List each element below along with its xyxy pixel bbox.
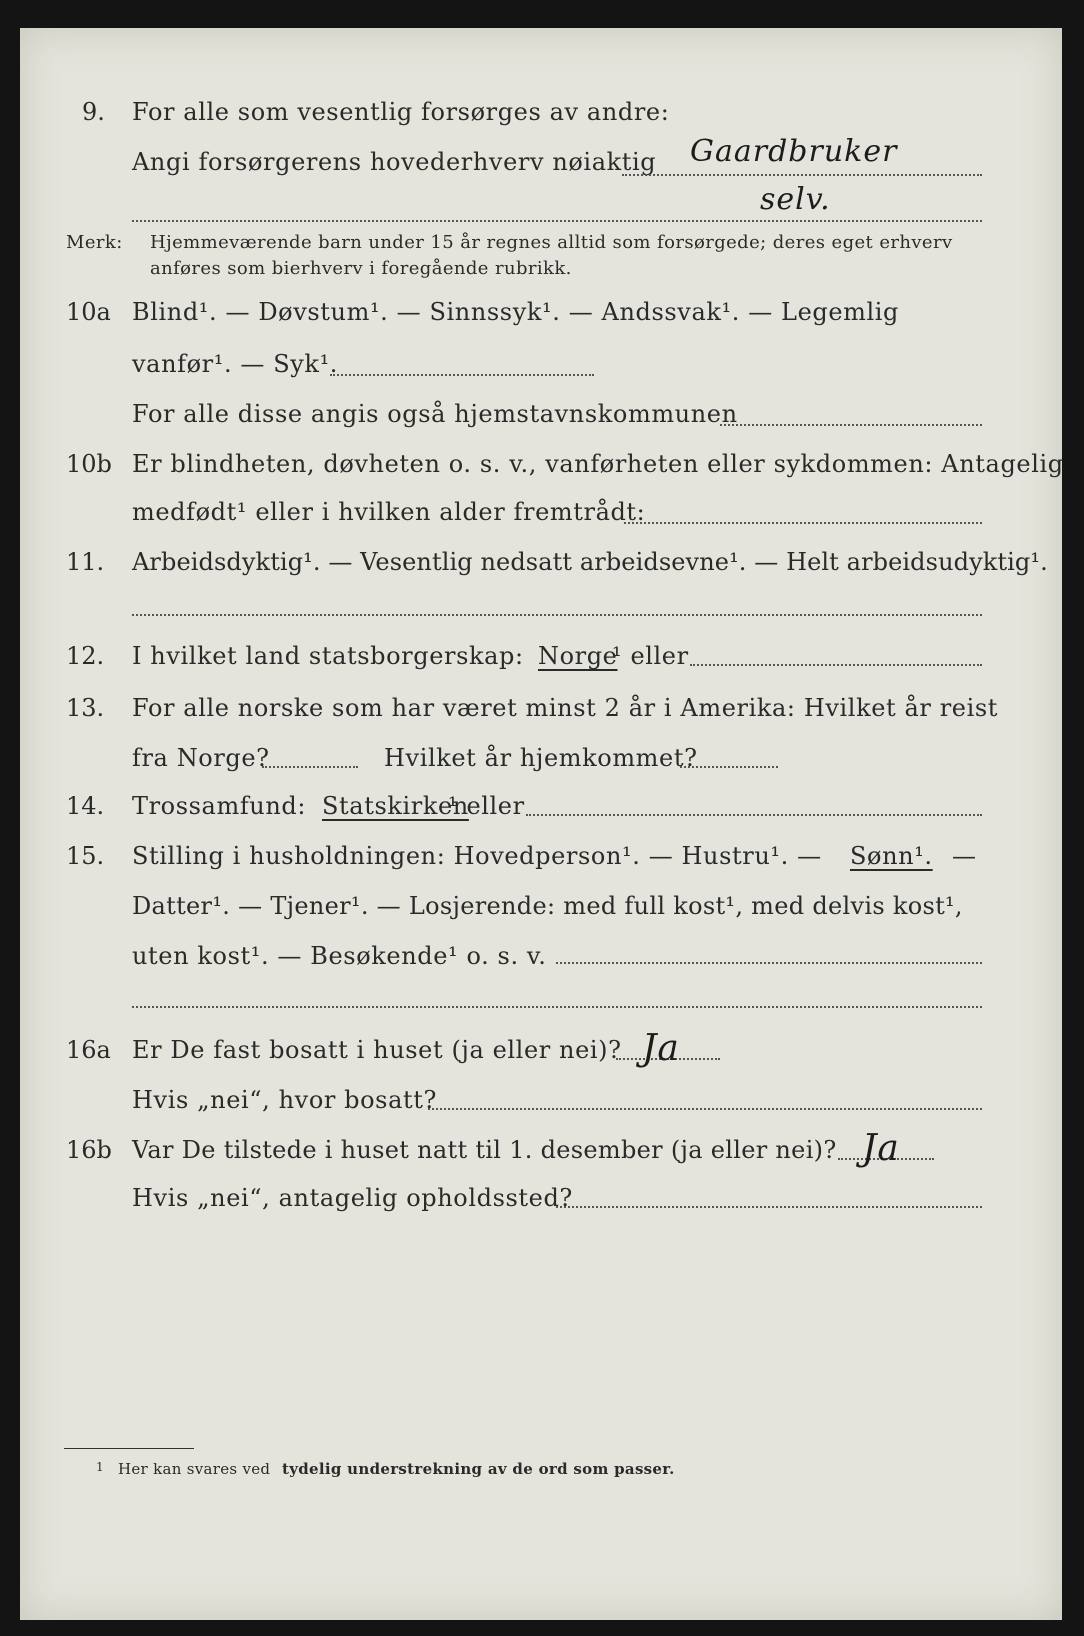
q9-handwritten-selv: selv. bbox=[760, 182, 831, 217]
q16b-line2: Hvis „nei“, antagelig opholdssted? bbox=[132, 1184, 573, 1212]
q14-answer-line bbox=[526, 814, 982, 816]
q12-prefix: I hvilket land statsborgerskap: bbox=[132, 642, 524, 670]
merk-label: Merk: bbox=[66, 232, 123, 253]
q10a-line1: Blind¹. — Døvstum¹. — Sinnssyk¹. — Andssvak¹. — Legemlig bbox=[132, 298, 900, 326]
q10a-number: 10a bbox=[66, 298, 111, 326]
footnote-rule bbox=[64, 1448, 194, 1449]
q10a-line2: vanfør¹. — Syk¹. bbox=[132, 350, 339, 378]
q9-line1: For alle som vesentlig forsørges av andre: bbox=[132, 98, 670, 126]
q10a-syk-line bbox=[330, 374, 594, 376]
q15-sonn-underlined: Sønn¹. bbox=[850, 842, 933, 870]
q9-handwritten-occupation: Gaardbruker bbox=[690, 134, 898, 169]
q16b-line1: Var De tilstede i huset natt til 1. desember (ja eller nei)? bbox=[132, 1136, 837, 1164]
q13-number: 13. bbox=[66, 694, 105, 722]
q11-number: 11. bbox=[66, 548, 105, 576]
q14-statskirken-underlined: Statskirken bbox=[322, 792, 469, 820]
q13-reist-line bbox=[262, 766, 358, 768]
q16b-opholdssted-line bbox=[556, 1206, 982, 1208]
q14-suffix: ¹ eller bbox=[448, 792, 525, 820]
q16a-bosatt-line bbox=[428, 1108, 982, 1110]
q9-number: 9. bbox=[82, 98, 105, 126]
q13-hjemkommet-line bbox=[680, 766, 778, 768]
q11-answer-line bbox=[132, 614, 982, 616]
q15-number: 15. bbox=[66, 842, 105, 870]
q13-reist-label: fra Norge? bbox=[132, 744, 270, 772]
q9-answer-line-2 bbox=[132, 220, 982, 222]
q12-number: 12. bbox=[66, 642, 105, 670]
footnote-plain: Her kan svares ved bbox=[118, 1460, 271, 1478]
q15-answer-line bbox=[556, 962, 982, 964]
q10b-number: 10b bbox=[66, 450, 112, 478]
q10b-answer-line bbox=[624, 522, 982, 524]
q16a-number: 16a bbox=[66, 1036, 111, 1064]
q14-prefix: Trossamfund: bbox=[132, 792, 307, 820]
q14-number: 14. bbox=[66, 792, 105, 820]
q13-line1: For alle norske som har været minst 2 år i Amerika: Hvilket år reist bbox=[132, 694, 999, 722]
q15-line1: Stilling i husholdningen: Hovedperson¹. — Hustru¹. — bbox=[132, 842, 822, 870]
q11-line1: Arbeidsdyktig¹. — Vesentlig nedsatt arbeidsevne¹. — Helt arbeidsudyktig¹. bbox=[132, 548, 1048, 576]
q13-hjemkommet-label: Hvilket år hjemkommet? bbox=[384, 744, 698, 772]
q12-norge-underlined: Norge bbox=[538, 642, 618, 670]
q16a-line2: Hvis „nei“, hvor bosatt? bbox=[132, 1086, 437, 1114]
footnote-mark: 1 bbox=[96, 1460, 104, 1474]
q10b-line1: Er blindheten, døvheten o. s. v., vanførheten eller sykdommen: Antagelig bbox=[132, 450, 1064, 478]
q15-line3: uten kost¹. — Besøkende¹ o. s. v. bbox=[132, 942, 547, 970]
q10a-line3: For alle disse angis også hjemstavnskommunen bbox=[132, 400, 738, 428]
q15-line1-dash: — bbox=[952, 842, 977, 870]
q15-line2: Datter¹. — Tjener¹. — Losjerende: med full kost¹, med delvis kost¹, bbox=[132, 892, 963, 920]
q16a-line1: Er De fast bosatt i huset (ja eller nei)? bbox=[132, 1036, 622, 1064]
q16a-handwritten-ja: Ja bbox=[642, 1028, 680, 1069]
q10b-line2: medfødt¹ eller i hvilken alder fremtrådt: bbox=[132, 498, 646, 526]
q15-answer-line-2 bbox=[132, 1006, 982, 1008]
merk-line2: anføres som bierhverv i foregående rubrikk. bbox=[150, 258, 572, 279]
q16b-handwritten-ja: Ja bbox=[862, 1128, 900, 1169]
footnote-bold: tydelig understrekning av de ord som passer. bbox=[282, 1460, 675, 1478]
q16b-number: 16b bbox=[66, 1136, 112, 1164]
q10a-hjemstavn-line bbox=[720, 424, 982, 426]
q9-answer-line bbox=[622, 174, 982, 176]
q9-line2: Angi forsørgerens hovederhverv nøiaktig bbox=[132, 148, 657, 176]
q12-answer-line bbox=[690, 664, 982, 666]
merk-line1: Hjemmeværende barn under 15 år regnes alltid som forsørgede; deres eget erhverv bbox=[150, 232, 953, 253]
q12-suffix: ¹ eller bbox=[612, 642, 689, 670]
